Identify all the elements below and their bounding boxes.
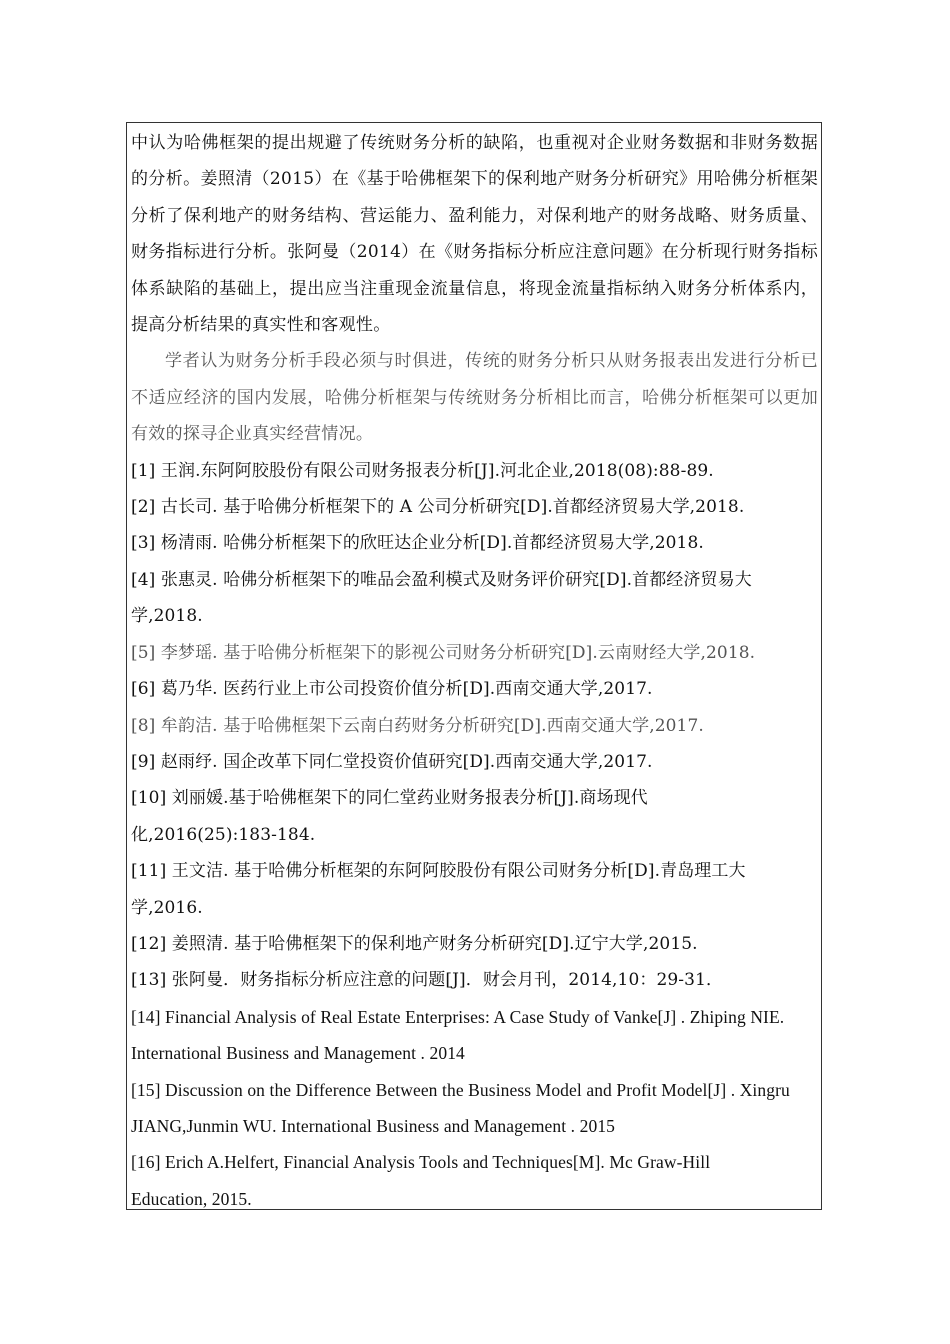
body-paragraph-1: 中认为哈佛框架的提出规避了传统财务分析的缺陷，也重视对企业财务数据和非财务数据的分析。姜照清（2015）在《基于哈佛框架下的保利地产财务分析研究》用哈佛分析框架分析了保利地产的财务结构、营运能力、盈利能力，对保利地产的财务战略、财务质量、财务指标进行分析。张阿曼（2014）在《财务指标分析应注意问题》在分析现行财务指标体系缺陷的基础上，提出应当注重现金流量信息，将现金流量指标纳入财务分析体系内，提高分析结果的真实性和客观性。 bbox=[131, 133, 818, 336]
reference-item-2: [2] 古长司. 基于哈佛分析框架下的 A 公司分析研究[D].首都经济贸易大学,2018. bbox=[131, 497, 745, 518]
reference-item-1: [1] 王润.东阿阿胶股份有限公司财务报表分析[J].河北企业,2018(08):88-89. bbox=[131, 460, 714, 481]
reference-item-10: [10] 刘丽媛.基于哈佛框架下的同仁堂药业财务报表分析[J].商场现代化,2016(25):183-184. bbox=[131, 788, 648, 845]
reference-item-16: [16] Erich A.Helfert, Financial Analysis Tools and Techniques[M]. Mc Graw-Hill Education, 2015. bbox=[131, 1152, 711, 1209]
reference-item-14: [14] Financial Analysis of Real Estate Enterprises: A Case Study of Vanke[J] . Zhiping NIE. International Business and Management . 2014 bbox=[131, 1006, 785, 1064]
document-frame bbox=[126, 122, 822, 1210]
reference-item-8: [8] 牟韵洁. 基于哈佛框架下云南白药财务分析研究[D].西南交通大学,2017. bbox=[131, 715, 704, 736]
reference-item-12: [12] 姜照清. 基于哈佛框架下的保利地产财务分析研究[D].辽宁大学,2015. bbox=[131, 933, 698, 954]
reference-item-4: [4] 张惠灵. 哈佛分析框架下的唯品会盈利模式及财务评价研究[D].首都经济贸易大学,2018. bbox=[131, 569, 752, 627]
reference-item-6: [6] 葛乃华. 医药行业上市公司投资价值分析[D].西南交通大学,2017. bbox=[131, 679, 653, 700]
reference-list bbox=[131, 453, 818, 1218]
reference-item-9: [9] 赵雨纾. 国企改革下同仁堂投资价值研究[D].西南交通大学,2017. bbox=[131, 751, 653, 772]
reference-item-15: [15] Discussion on the Difference Between the Business Model and Profit Model[J] . Xingru JIANG,Junmin WU. International Business and Management . 2015 bbox=[131, 1079, 790, 1136]
body-paragraph-2: 学者认为财务分析手段必须与时俱进，传统的财务分析只从财务报表出发进行分析已不适应经济的国内发展，哈佛分析框架与传统财务分析相比而言，哈佛分析框架可以更加有效的探寻企业真实经营情况。 bbox=[131, 351, 818, 445]
reference-item-3: [3] 杨清雨. 哈佛分析框架下的欣旺达企业分析[D].首都经济贸易大学,2018. bbox=[131, 533, 704, 554]
reference-item-13: [13] 张阿曼．财务指标分析应注意的问题[J]．财会月刊，2014,10：29-31． bbox=[131, 970, 724, 991]
reference-item-11: [11] 王文洁. 基于哈佛分析框架的东阿阿胶股份有限公司财务分析[D].青岛理工大学,2016. bbox=[131, 861, 746, 918]
reference-item-5: [5] 李梦瑶. 基于哈佛分析框架下的影视公司财务分析研究[D].云南财经大学,2018. bbox=[131, 642, 756, 663]
